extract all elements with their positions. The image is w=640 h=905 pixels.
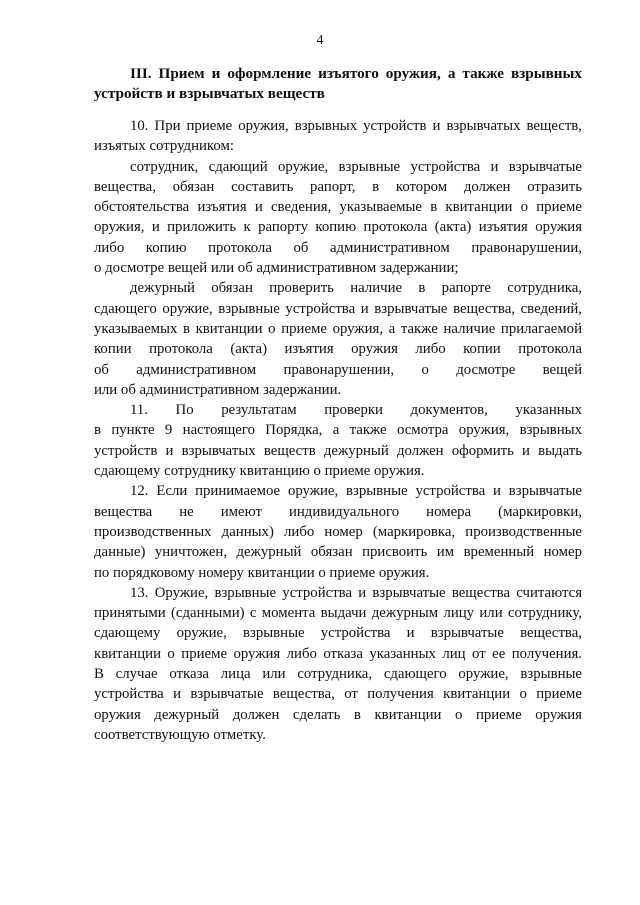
- section-title-line-2: устройств и взрывчатых веществ: [94, 85, 325, 102]
- text-line: по порядковому номеру квитанции о приеме оружия.: [94, 564, 430, 581]
- paragraph-10-duty-officer: [94, 278, 582, 400]
- text-line: принятыми (сданными) с момента выдачи дежурным лицу или сотруднику,: [94, 605, 582, 622]
- text-line: производственных данных) либо номер (маркировка, производственные: [94, 523, 582, 540]
- paragraph-10: [94, 116, 582, 157]
- paragraph-13: [94, 583, 582, 745]
- text-line: устройства и взрывчатые вещества, от получения квитанции о приеме: [94, 686, 582, 703]
- text-line: об административном правонарушении, о досмотре вещей: [94, 361, 582, 378]
- paragraph-11: [94, 400, 582, 481]
- text-line: изъятых сотрудником:: [94, 138, 234, 155]
- text-line: 10. При приеме оружия, взрывных устройств и взрывчатых веществ,: [130, 118, 582, 134]
- text-line: 12. Если принимаемое оружие, взрывные устройства и взрывчатые: [130, 483, 582, 500]
- text-line: дежурный обязан проверить наличие в рапорте сотрудника,: [130, 280, 582, 297]
- text-line: квитанции о приеме оружия либо отказа указанных лиц от ее получения.: [94, 645, 582, 662]
- paragraph-10-employee: [94, 157, 582, 279]
- text-line: указываемых в квитанции о приеме оружия, а также наличие прилагаемой: [94, 320, 582, 337]
- text-line: вещества, обязан составить рапорт, в котором должен отразить: [94, 178, 582, 195]
- text-line: 11. По результатам проверки документов, указанных: [130, 402, 582, 419]
- text-line: копии протокола (акта) изъятия оружия либо копии протокола: [94, 341, 582, 358]
- text-line: сдающему сотруднику квитанцию о приеме оружия.: [94, 463, 425, 480]
- text-line: 13. Оружие, взрывные устройства и взрывчатые вещества считаются: [130, 584, 582, 601]
- text-line: сдающего оружие, взрывные устройства и взрывчатые вещества, сведений,: [94, 300, 582, 317]
- text-line: устройств и взрывчатых веществ дежурный должен оформить и выдать: [94, 442, 582, 459]
- text-line: оружия, и приложить к рапорту копию протокола (акта) изъятия оружия: [94, 219, 582, 236]
- section-title-line-1: III. Прием и оформление изъятого оружия, а также взрывных: [130, 65, 582, 82]
- text-line: либо копию протокола об административном правонарушении,: [94, 239, 582, 256]
- text-line: в пункте 9 настоящего Порядка, а также осмотра оружия, взрывных: [94, 422, 582, 439]
- text-line: сотрудник, сдающий оружие, взрывные устройства и взрывчатые: [130, 158, 582, 175]
- page-number: 4: [316, 33, 324, 48]
- text-line: соответствующую отметку.: [94, 726, 266, 743]
- text-line: или об административном задержании.: [94, 381, 342, 398]
- text-line: оружия дежурный должен сделать в квитанции о приеме оружия: [94, 706, 582, 723]
- paragraph-12: [94, 481, 582, 582]
- text-line: вещества не имеют индивидуального номера (маркировки,: [94, 503, 582, 520]
- document-body: [94, 116, 582, 745]
- text-line: обстоятельства изъятия и сведения, указываемые в квитанции о приеме: [94, 199, 582, 216]
- text-line: о досмотре вещей или об административном задержании;: [94, 260, 459, 277]
- text-line: данные) уничтожен, дежурный обязан присвоить им временный номер: [94, 544, 582, 561]
- text-line: В случае отказа лица или сотрудника, сдающего оружие, взрывные: [94, 666, 582, 683]
- section-title: [94, 64, 582, 104]
- text-line: сдающему оружие, взрывные устройства и взрывчатые вещества,: [94, 625, 582, 642]
